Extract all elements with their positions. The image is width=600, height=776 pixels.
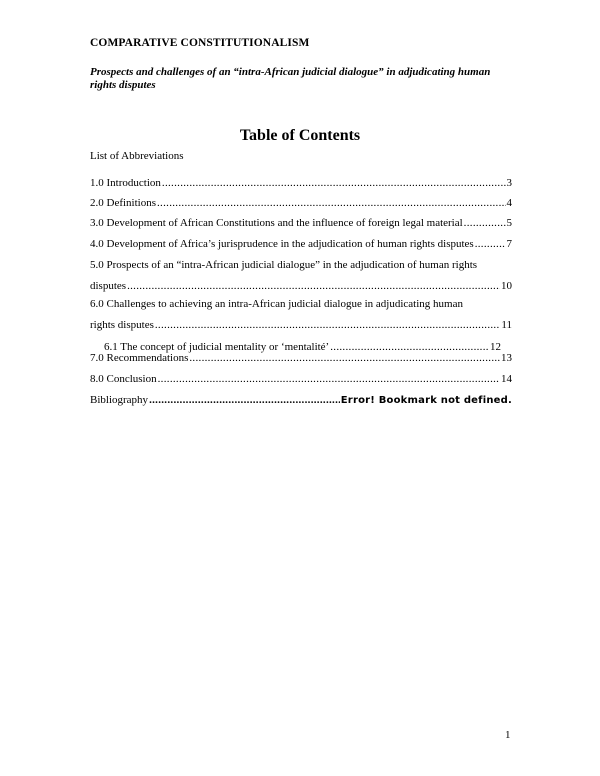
- toc-leader-dots: [127, 279, 500, 293]
- toc-entry-african-constitutions[interactable]: [90, 216, 512, 230]
- course-title: COMPARATIVE CONSTITUTIONALISM: [90, 37, 310, 49]
- toc-heading: Table of Contents: [239, 127, 361, 144]
- toc-entry-page: 4: [506, 197, 512, 209]
- toc-entry-text: 2.0 Definitions: [90, 197, 156, 209]
- toc-entry-page: 11: [501, 319, 512, 331]
- toc-leader-dots: [155, 318, 501, 332]
- toc-leader-dots: [189, 351, 500, 365]
- toc-list-of-abbreviations[interactable]: List of Abbreviations: [90, 150, 184, 162]
- toc-entry-text: 7.0 Recommendations: [90, 352, 189, 364]
- toc-entry-text: 6.1 The concept of judicial mentality or ‘mentalité’: [104, 341, 330, 353]
- toc-entry-text: 3.0 Development of African Constitutions and the influence of foreign legal material: [90, 217, 463, 229]
- toc-entry-text: 1.0 Introduction: [90, 177, 161, 189]
- toc-entry-text-line1: 5.0 Prospects of an “intra-African judicial dialogue” in the adjudication of human rights: [90, 259, 478, 271]
- toc-entry-africa-jurisprudence[interactable]: [90, 237, 512, 251]
- toc-leader-dots: [464, 216, 506, 230]
- toc-entry-text-line2: rights disputes: [90, 319, 154, 331]
- toc-entry-text: Bibliography: [90, 394, 149, 406]
- toc-entry-definitions[interactable]: [90, 196, 512, 210]
- toc-leader-dots: [149, 393, 340, 407]
- toc-leader-dots: [475, 237, 506, 251]
- toc-entry-conclusion[interactable]: [90, 372, 512, 386]
- toc-entry-error-text: Error! Bookmark not defined.: [340, 395, 512, 406]
- toc-entry-page: 5: [506, 217, 512, 229]
- toc-entry-page: 12: [490, 341, 501, 353]
- toc-entry-page: 10: [501, 280, 512, 292]
- toc-entry-page: 3: [506, 177, 512, 189]
- toc-entry-text: 8.0 Conclusion: [90, 373, 157, 385]
- page-number: 1: [505, 729, 511, 741]
- toc-entry-text-line2: disputes: [90, 280, 127, 292]
- toc-entry-page: 13: [501, 352, 512, 364]
- toc-entry-page: 14: [501, 373, 512, 385]
- toc-entry-text-line1: 6.0 Challenges to achieving an intra-African judicial dialogue in adjudicating human: [90, 298, 463, 310]
- toc-leader-dots: [158, 372, 500, 386]
- toc-entry-bibliography[interactable]: [90, 393, 512, 408]
- toc-entry-prospects[interactable]: [90, 258, 512, 293]
- toc-entry-page: 7: [506, 238, 512, 250]
- toc-leader-dots: [162, 176, 506, 190]
- toc-entry-introduction[interactable]: [90, 176, 512, 190]
- toc-entry-recommendations[interactable]: [90, 351, 512, 365]
- toc-leader-dots: [157, 196, 506, 210]
- toc-entry-challenges[interactable]: [90, 297, 512, 332]
- toc-entry-text: 4.0 Development of Africa’s jurisprudence in the adjudication of human rights disputes: [90, 238, 474, 250]
- paper-subtitle: Prospects and challenges of an “intra-African judicial dialogue” in adjudicating human rights disputes: [90, 66, 491, 91]
